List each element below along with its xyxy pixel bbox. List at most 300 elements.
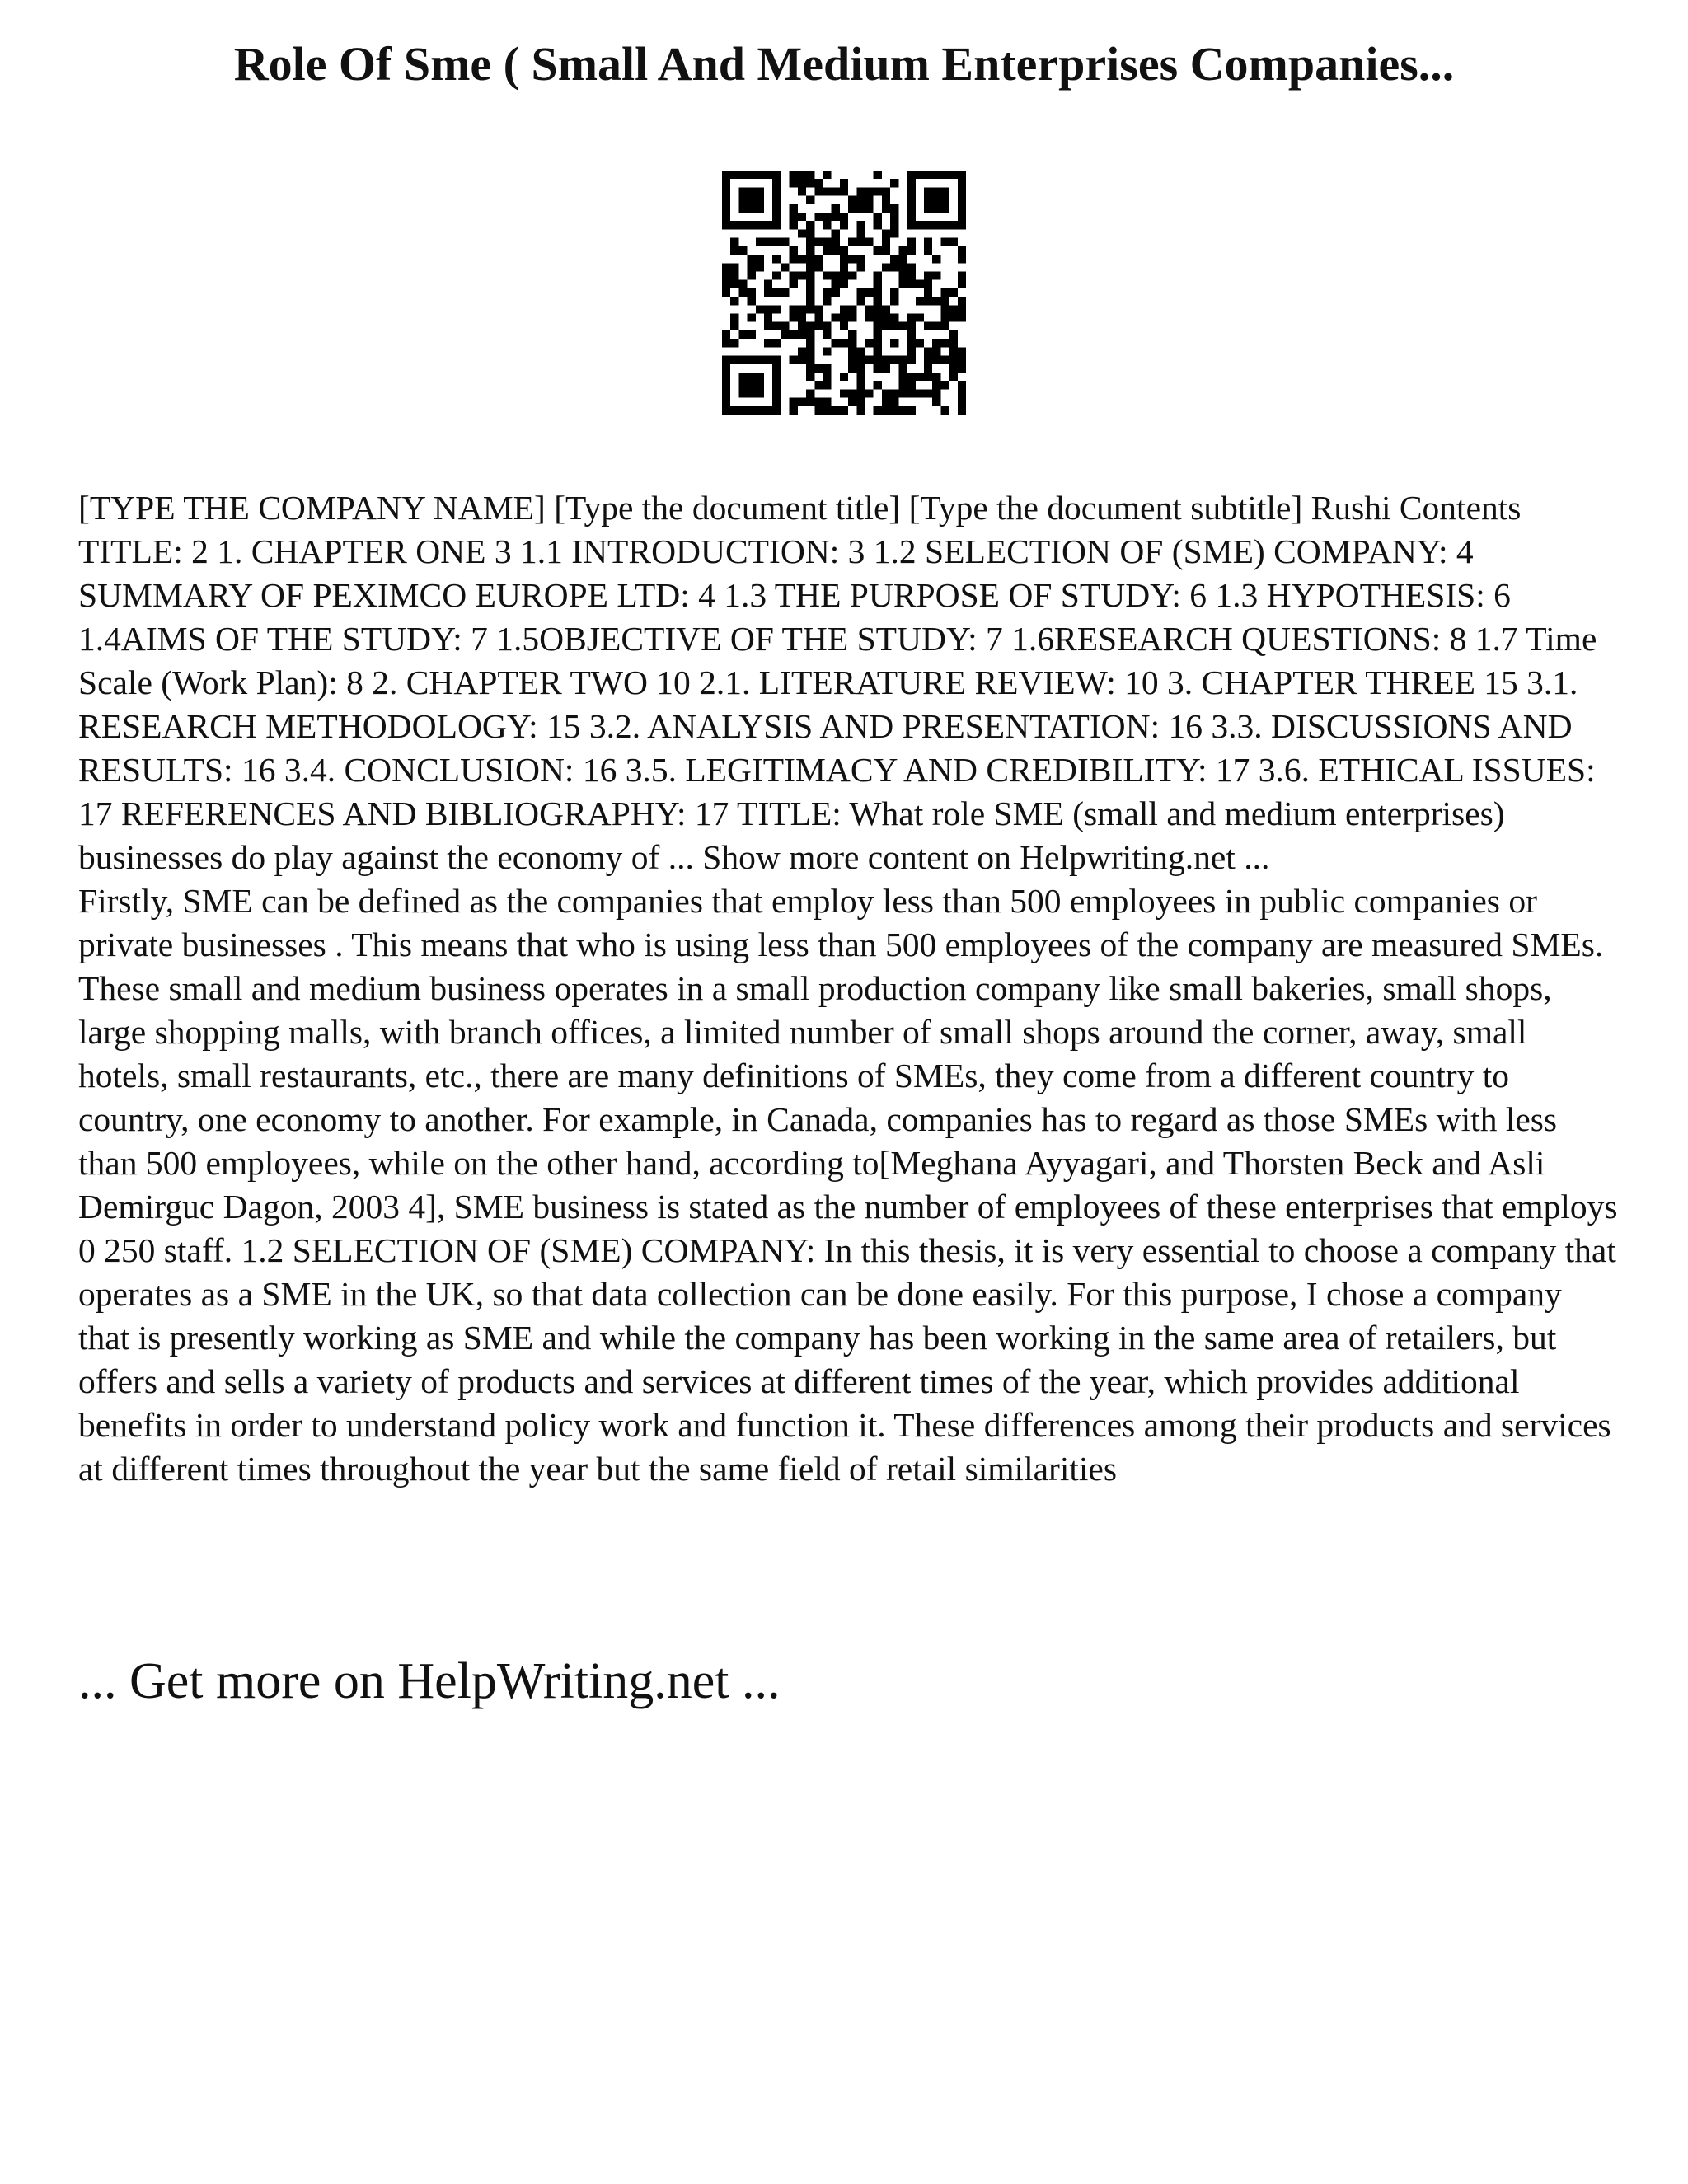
qr-module xyxy=(823,221,831,229)
qr-module xyxy=(748,204,756,213)
qr-module xyxy=(764,238,772,246)
qr-module xyxy=(874,330,882,339)
qr-module xyxy=(730,238,738,246)
qr-module xyxy=(856,356,865,364)
qr-module xyxy=(790,171,798,179)
qr-module xyxy=(865,339,874,347)
qr-module xyxy=(790,204,798,213)
get-more-link[interactable]: ... Get more on HelpWriting.net ... xyxy=(78,1653,781,1709)
qr-module xyxy=(738,373,747,381)
qr-module xyxy=(898,389,907,397)
qr-module xyxy=(882,305,890,313)
qr-module xyxy=(806,305,814,313)
qr-module xyxy=(907,356,916,364)
qr-module xyxy=(848,255,856,263)
qr-module xyxy=(798,187,806,195)
qr-module xyxy=(907,271,916,279)
qr-module xyxy=(722,381,730,389)
qr-module xyxy=(748,356,756,364)
qr-module xyxy=(950,339,958,347)
qr-module xyxy=(756,263,764,271)
qr-module xyxy=(924,271,932,279)
qr-module xyxy=(916,297,924,305)
qr-module xyxy=(722,196,730,204)
qr-module xyxy=(832,288,840,297)
qr-module xyxy=(907,171,916,179)
qr-module xyxy=(856,364,865,373)
qr-module xyxy=(790,213,798,221)
qr-module xyxy=(932,204,940,213)
qr-module xyxy=(907,280,916,288)
qr-module xyxy=(823,297,831,305)
qr-module xyxy=(730,322,738,330)
qr-module xyxy=(722,398,730,406)
qr-module xyxy=(924,364,932,373)
qr-module xyxy=(950,238,958,246)
qr-module xyxy=(890,356,898,364)
qr-module xyxy=(764,314,772,322)
qr-module xyxy=(907,373,916,381)
qr-module xyxy=(940,204,949,213)
qr-module xyxy=(890,221,898,229)
qr-module xyxy=(882,196,890,204)
qr-module xyxy=(898,381,907,389)
qr-module xyxy=(772,255,781,263)
qr-module xyxy=(722,288,730,297)
qr-module xyxy=(772,406,781,415)
qr-module xyxy=(898,356,907,364)
qr-module xyxy=(940,406,949,415)
qr-module xyxy=(738,330,747,339)
qr-module xyxy=(848,196,856,204)
qr-module xyxy=(790,280,798,288)
qr-module xyxy=(832,339,840,347)
qr-module xyxy=(924,187,932,195)
qr-module xyxy=(950,305,958,313)
qr-module xyxy=(756,389,764,397)
qr-module xyxy=(840,271,848,279)
qr-module xyxy=(890,398,898,406)
qr-module xyxy=(940,356,949,364)
qr-module xyxy=(772,398,781,406)
qr-module xyxy=(756,406,764,415)
qr-module xyxy=(958,213,966,221)
qr-module xyxy=(790,271,798,279)
qr-module xyxy=(924,246,932,255)
qr-module xyxy=(856,238,865,246)
qr-module xyxy=(950,356,958,364)
qr-module xyxy=(798,305,806,313)
qr-module xyxy=(950,330,958,339)
qr-module xyxy=(865,187,874,195)
qr-module xyxy=(848,364,856,373)
qr-module xyxy=(848,271,856,279)
qr-module xyxy=(874,246,882,255)
qr-module xyxy=(882,398,890,406)
qr-module xyxy=(772,221,781,229)
qr-module xyxy=(832,314,840,322)
qr-module xyxy=(874,356,882,364)
qr-module xyxy=(932,389,940,397)
qr-module xyxy=(806,373,814,381)
qr-module xyxy=(814,381,823,389)
qr-module xyxy=(814,398,823,406)
qr-module xyxy=(738,406,747,415)
qr-module xyxy=(806,389,814,397)
qr-module xyxy=(865,196,874,204)
qr-module xyxy=(898,322,907,330)
qr-module xyxy=(932,221,940,229)
qr-module xyxy=(958,406,966,415)
qr-module xyxy=(907,347,916,355)
qr-module xyxy=(814,238,823,246)
qr-module xyxy=(940,297,949,305)
qr-module xyxy=(958,196,966,204)
qr-module xyxy=(823,171,831,179)
qr-module xyxy=(924,389,932,397)
qr-module xyxy=(840,221,848,229)
qr-module xyxy=(932,381,940,389)
qr-module xyxy=(924,204,932,213)
qr-module xyxy=(898,280,907,288)
qr-module xyxy=(748,263,756,271)
qr-module xyxy=(907,204,916,213)
qr-module xyxy=(722,179,730,187)
qr-module xyxy=(722,280,730,288)
qr-module xyxy=(840,339,848,347)
qr-module xyxy=(916,373,924,381)
qr-module xyxy=(950,288,958,297)
qr-module xyxy=(840,373,848,381)
qr-module xyxy=(874,288,882,297)
qr-module xyxy=(907,263,916,271)
qr-module xyxy=(756,356,764,364)
qr-module xyxy=(756,238,764,246)
qr-module xyxy=(764,356,772,364)
qr-module xyxy=(806,263,814,271)
qr-module xyxy=(856,221,865,229)
qr-module xyxy=(748,389,756,397)
qr-module xyxy=(738,171,747,179)
qr-module xyxy=(840,280,848,288)
qr-module xyxy=(798,271,806,279)
qr-module xyxy=(932,171,940,179)
qr-module xyxy=(874,271,882,279)
qr-module xyxy=(898,255,907,263)
qr-module xyxy=(882,229,890,237)
qr-module xyxy=(932,322,940,330)
qr-module xyxy=(890,255,898,263)
qr-module xyxy=(890,322,898,330)
qr-module xyxy=(874,171,882,179)
qr-module xyxy=(874,406,882,415)
qr-module xyxy=(748,330,756,339)
qr-module xyxy=(882,364,890,373)
qr-module xyxy=(748,196,756,204)
qr-module xyxy=(865,288,874,297)
qr-module xyxy=(823,381,831,389)
qr-module xyxy=(764,406,772,415)
qr-module xyxy=(865,305,874,313)
qr-module xyxy=(756,196,764,204)
qr-module xyxy=(738,288,747,297)
qr-module xyxy=(848,389,856,397)
qr-module xyxy=(832,238,840,246)
qr-module xyxy=(798,229,806,237)
qr-module xyxy=(764,288,772,297)
qr-module xyxy=(958,179,966,187)
qr-module xyxy=(907,246,916,255)
qr-module xyxy=(781,238,789,246)
qr-module xyxy=(814,322,823,330)
qr-module xyxy=(806,246,814,255)
qr-module xyxy=(898,364,907,373)
qr-module xyxy=(798,314,806,322)
qr-module xyxy=(722,271,730,279)
qr-module xyxy=(823,373,831,381)
qr-module xyxy=(932,255,940,263)
qr-module xyxy=(890,229,898,237)
qr-module xyxy=(722,171,730,179)
qr-module xyxy=(856,288,865,297)
qr-module xyxy=(907,406,916,415)
qr-module xyxy=(823,271,831,279)
qr-module xyxy=(840,314,848,322)
qr-module xyxy=(874,187,882,195)
qr-module xyxy=(756,255,764,263)
qr-module xyxy=(832,271,840,279)
qr-module xyxy=(865,314,874,322)
qr-module xyxy=(756,221,764,229)
qr-module xyxy=(958,381,966,389)
qr-module xyxy=(932,339,940,347)
qr-module xyxy=(806,330,814,339)
qr-module xyxy=(798,347,806,355)
qr-module xyxy=(798,356,806,364)
qr-module xyxy=(958,255,966,263)
qr-module xyxy=(772,364,781,373)
body-paragraph: Firstly, SME can be defined as the companies that employ less than 500 employees in public companies or private businesses . This means that who is using less than 500 employees of the company are measured SMEs. These small and medium business operates in a small production company like small bakeries, small shops, large shopping malls, with branch offices, a limited number of small shops around the corner, away, small hotels, small restaurants, etc., there are many definitions of SMEs, they come from a different country to country, one economy to another. For example, in Canada, companies has to regard as those SMEs with less than 500 employees, while on the other hand, according to[Meghana Ayyagari, and Thorsten Beck and Asli Demirguc Dagon, 2003 4], SME business is stated as the number of employees of these enterprises that employs 0 250 staff. 1.2 SELECTION OF (SME) COMPANY: In this thesis, it is very essential to choose a company that operates as a SME in the UK, so that data collection can be done easily. For this purpose, I chose a company that is presently working as SME and while the company has been working in the same area of retailers, but offers and sells a variety of products and services at different times of the year, which provides additional benefits in order to understand policy work and function it. These differences among their products and services at different times throughout the year but the same field of retail similarities xyxy=(78,882,1618,1488)
qr-module xyxy=(856,398,865,406)
qr-module xyxy=(764,221,772,229)
qr-module xyxy=(865,204,874,213)
qr-module xyxy=(772,213,781,221)
qr-module xyxy=(814,406,823,415)
qr-module xyxy=(730,171,738,179)
qr-module xyxy=(882,187,890,195)
qr-module xyxy=(898,373,907,381)
qr-module xyxy=(958,297,966,305)
qr-module xyxy=(890,204,898,213)
qr-module xyxy=(950,347,958,355)
qr-module xyxy=(738,356,747,364)
qr-module xyxy=(748,187,756,195)
qr-module xyxy=(764,305,772,313)
qr-module xyxy=(722,221,730,229)
qr-module xyxy=(890,406,898,415)
qr-module xyxy=(764,322,772,330)
qr-module xyxy=(874,314,882,322)
qr-module xyxy=(806,356,814,364)
qr-module xyxy=(772,271,781,279)
qr-module xyxy=(932,196,940,204)
qr-module xyxy=(806,398,814,406)
qr-module xyxy=(882,263,890,271)
qr-module xyxy=(916,314,924,322)
qr-module xyxy=(874,305,882,313)
qr-module xyxy=(950,314,958,322)
qr-module xyxy=(840,255,848,263)
qr-module xyxy=(924,288,932,297)
qr-module xyxy=(772,288,781,297)
qr-module xyxy=(748,255,756,263)
qr-module xyxy=(856,381,865,389)
qr-module xyxy=(856,389,865,397)
qr-module xyxy=(958,280,966,288)
qr-module xyxy=(738,187,747,195)
qr-module xyxy=(907,238,916,246)
qr-module xyxy=(856,263,865,271)
qr-module xyxy=(924,297,932,305)
qr-module xyxy=(772,238,781,246)
qr-module xyxy=(874,322,882,330)
qr-module xyxy=(856,255,865,263)
qr-module xyxy=(958,356,966,364)
qr-module xyxy=(772,389,781,397)
qr-module xyxy=(916,339,924,347)
qr-module xyxy=(882,322,890,330)
qr-module xyxy=(790,314,798,322)
qr-code-icon xyxy=(722,171,966,415)
qr-module xyxy=(940,221,949,229)
qr-module xyxy=(832,204,840,213)
qr-module xyxy=(907,314,916,322)
document-title: Role Of Sme ( Small And Medium Enterprises Companies... xyxy=(233,37,1455,91)
qr-module xyxy=(823,246,831,255)
qr-module xyxy=(958,347,966,355)
qr-module xyxy=(790,179,798,187)
qr-module xyxy=(748,381,756,389)
qr-module xyxy=(940,381,949,389)
qr-module xyxy=(882,204,890,213)
qr-module xyxy=(730,339,738,347)
qr-module xyxy=(882,238,890,246)
qr-module xyxy=(806,280,814,288)
qr-module xyxy=(756,373,764,381)
qr-module xyxy=(806,288,814,297)
qr-module xyxy=(790,398,798,406)
qr-module xyxy=(940,187,949,195)
qr-module xyxy=(848,314,856,322)
qr-module xyxy=(840,263,848,271)
qr-module xyxy=(806,322,814,330)
qr-module xyxy=(924,221,932,229)
qr-module xyxy=(823,213,831,221)
qr-module xyxy=(840,246,848,255)
qr-module xyxy=(907,221,916,229)
qr-module xyxy=(940,288,949,297)
qr-module xyxy=(856,187,865,195)
qr-module xyxy=(730,356,738,364)
qr-module xyxy=(924,196,932,204)
qr-module xyxy=(840,305,848,313)
qr-module xyxy=(958,221,966,229)
qr-module xyxy=(924,280,932,288)
qr-module xyxy=(882,314,890,322)
qr-module xyxy=(916,389,924,397)
qr-module xyxy=(781,288,789,297)
qr-module xyxy=(840,187,848,195)
qr-module xyxy=(772,179,781,187)
qr-module xyxy=(840,406,848,415)
qr-module xyxy=(756,171,764,179)
qr-module xyxy=(832,229,840,237)
qr-module xyxy=(790,406,798,415)
qr-module xyxy=(890,389,898,397)
qr-module xyxy=(856,196,865,204)
qr-module xyxy=(806,297,814,305)
qr-module xyxy=(832,406,840,415)
qr-module xyxy=(814,305,823,313)
qr-module xyxy=(916,280,924,288)
qr-module xyxy=(748,373,756,381)
qr-module xyxy=(874,221,882,229)
qr-module xyxy=(940,339,949,347)
qr-module xyxy=(907,196,916,204)
qr-module xyxy=(798,213,806,221)
qr-module xyxy=(958,271,966,279)
qr-module xyxy=(907,187,916,195)
qr-module xyxy=(932,271,940,279)
qr-module xyxy=(722,263,730,271)
qr-module xyxy=(806,347,814,355)
qr-module xyxy=(814,263,823,271)
qr-module xyxy=(958,187,966,195)
qr-module xyxy=(748,406,756,415)
qr-module xyxy=(764,280,772,288)
qr-module xyxy=(882,356,890,364)
qr-module xyxy=(806,171,814,179)
qr-module xyxy=(823,398,831,406)
qr-module xyxy=(772,196,781,204)
qr-module xyxy=(940,305,949,313)
qr-module xyxy=(772,322,781,330)
qr-module xyxy=(932,187,940,195)
qr-module xyxy=(814,364,823,373)
table-of-contents-paragraph: [TYPE THE COMPANY NAME] [Type the document title] [Type the document subtitle] Rushi Contents TITLE: 2 1. CHAPTER ONE 3 1.1 INTRODUCTION: 3 1.2 SELECTION OF (SME) COMPANY: 4 SUMMARY OF PEXIMCO EUROPE LTD: 4 1.3 THE PURPOSE OF STUDY: 6 1.3 HYPOTHESIS: 6 1.4AIMS OF THE STUDY: 7 1.5OBJECTIVE OF THE STUDY: 7 1.6RESEARCH QUESTIONS: 8 1.7 Time Scale (Work Plan): 8 2. CHAPTER TWO 10 2.1. LITERATURE REVIEW: 10 3. CHAPTER THREE 15 3.1. RESEARCH METHODOLOGY: 15 3.2. ANALYSIS AND PRESENTATION: 16 3.3. DISCUSSIONS AND RESULTS: 16 3.4. CONCLUSION: 16 3.5. LEGITIMACY AND CREDIBILITY: 17 3.6. ETHICAL ISSUES: 17 REFERENCES AND BIBLIOGRAPHY: 17 TITLE: What role SME (small and medium enterprises) businesses do play against the economy of ... Show more content on Helpwriting.net ... xyxy=(78,489,1597,876)
qr-module xyxy=(874,280,882,288)
qr-module xyxy=(730,297,738,305)
qr-module xyxy=(814,187,823,195)
qr-module xyxy=(950,373,958,381)
qr-module xyxy=(798,322,806,330)
qr-module xyxy=(772,356,781,364)
qr-module xyxy=(907,381,916,389)
qr-module xyxy=(874,297,882,305)
qr-module xyxy=(806,229,814,237)
qr-module xyxy=(772,171,781,179)
qr-module xyxy=(890,339,898,347)
qr-module xyxy=(806,238,814,246)
qr-module xyxy=(932,297,940,305)
qr-module xyxy=(950,221,958,229)
qr-module xyxy=(722,373,730,381)
qr-module xyxy=(916,221,924,229)
qr-module xyxy=(890,263,898,271)
qr-module xyxy=(823,288,831,297)
qr-module xyxy=(832,187,840,195)
qr-module xyxy=(874,381,882,389)
